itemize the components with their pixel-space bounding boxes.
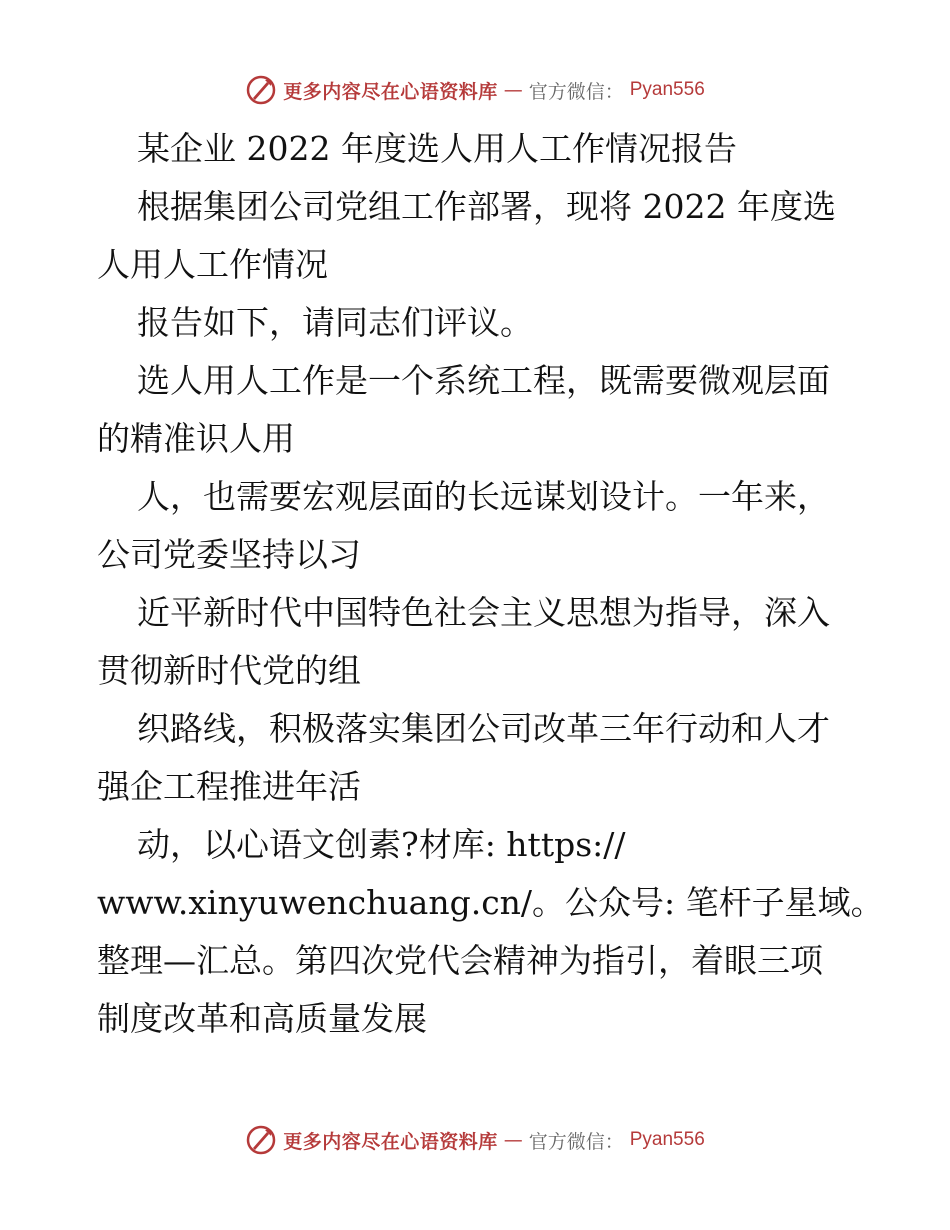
text-line: 选人用人工作是一个系统工程，既需要微观层面 — [137, 361, 830, 400]
url-line: www.xinyuwenchuang.cn/。公众号: 笔杆子星域。 — [97, 883, 884, 922]
watermark-main-text: 更多内容尽在心语资料库 — [283, 80, 498, 103]
text-line: 近平新时代中国特色社会主义思想为指导，深入 — [137, 593, 830, 632]
text-line: 动，以心语文创素?材库: https:// — [137, 825, 626, 864]
document-title: 某企业 2022 年度选人用人工作情况报告 — [137, 129, 737, 168]
watermark-wechat-label: 官方微信： — [528, 80, 624, 103]
watermark-wechat-label: 官方微信： — [528, 1130, 624, 1153]
text-line: 织路线，积极落实集团公司改革三年行动和人才 — [137, 709, 830, 748]
text-line: 的精准识人用 — [97, 419, 295, 458]
text-line: 人用人工作情况 — [97, 245, 328, 284]
watermark-wechat-id: Pyan556 — [629, 79, 705, 100]
header-watermark — [0, 70, 950, 110]
text-line: 公司党委坚持以习 — [97, 535, 361, 574]
watermark-dash: — — [503, 79, 523, 101]
watermark-main-text: 更多内容尽在心语资料库 — [283, 1130, 498, 1153]
text-line: 制度改革和高质量发展 — [97, 999, 427, 1038]
quill-logo-icon — [245, 1124, 277, 1156]
document-body — [97, 120, 884, 1048]
watermark-wechat-id: Pyan556 — [629, 1129, 705, 1150]
text-line: 强企工程推进年活 — [97, 767, 361, 806]
footer-watermark — [0, 1120, 950, 1160]
quill-logo-icon — [245, 74, 277, 106]
text-line: 根据集团公司党组工作部署，现将 2022 年度选 — [137, 187, 836, 226]
text-line: 整理—汇总。第四次党代会精神为指引，着眼三项 — [97, 941, 823, 980]
text-line: 报告如下，请同志们评议。 — [137, 303, 533, 342]
text-line: 人，也需要宏观层面的长远谋划设计。一年来， — [137, 477, 830, 516]
text-line: 贯彻新时代党的组 — [97, 651, 361, 690]
watermark-dash: — — [503, 1129, 523, 1151]
